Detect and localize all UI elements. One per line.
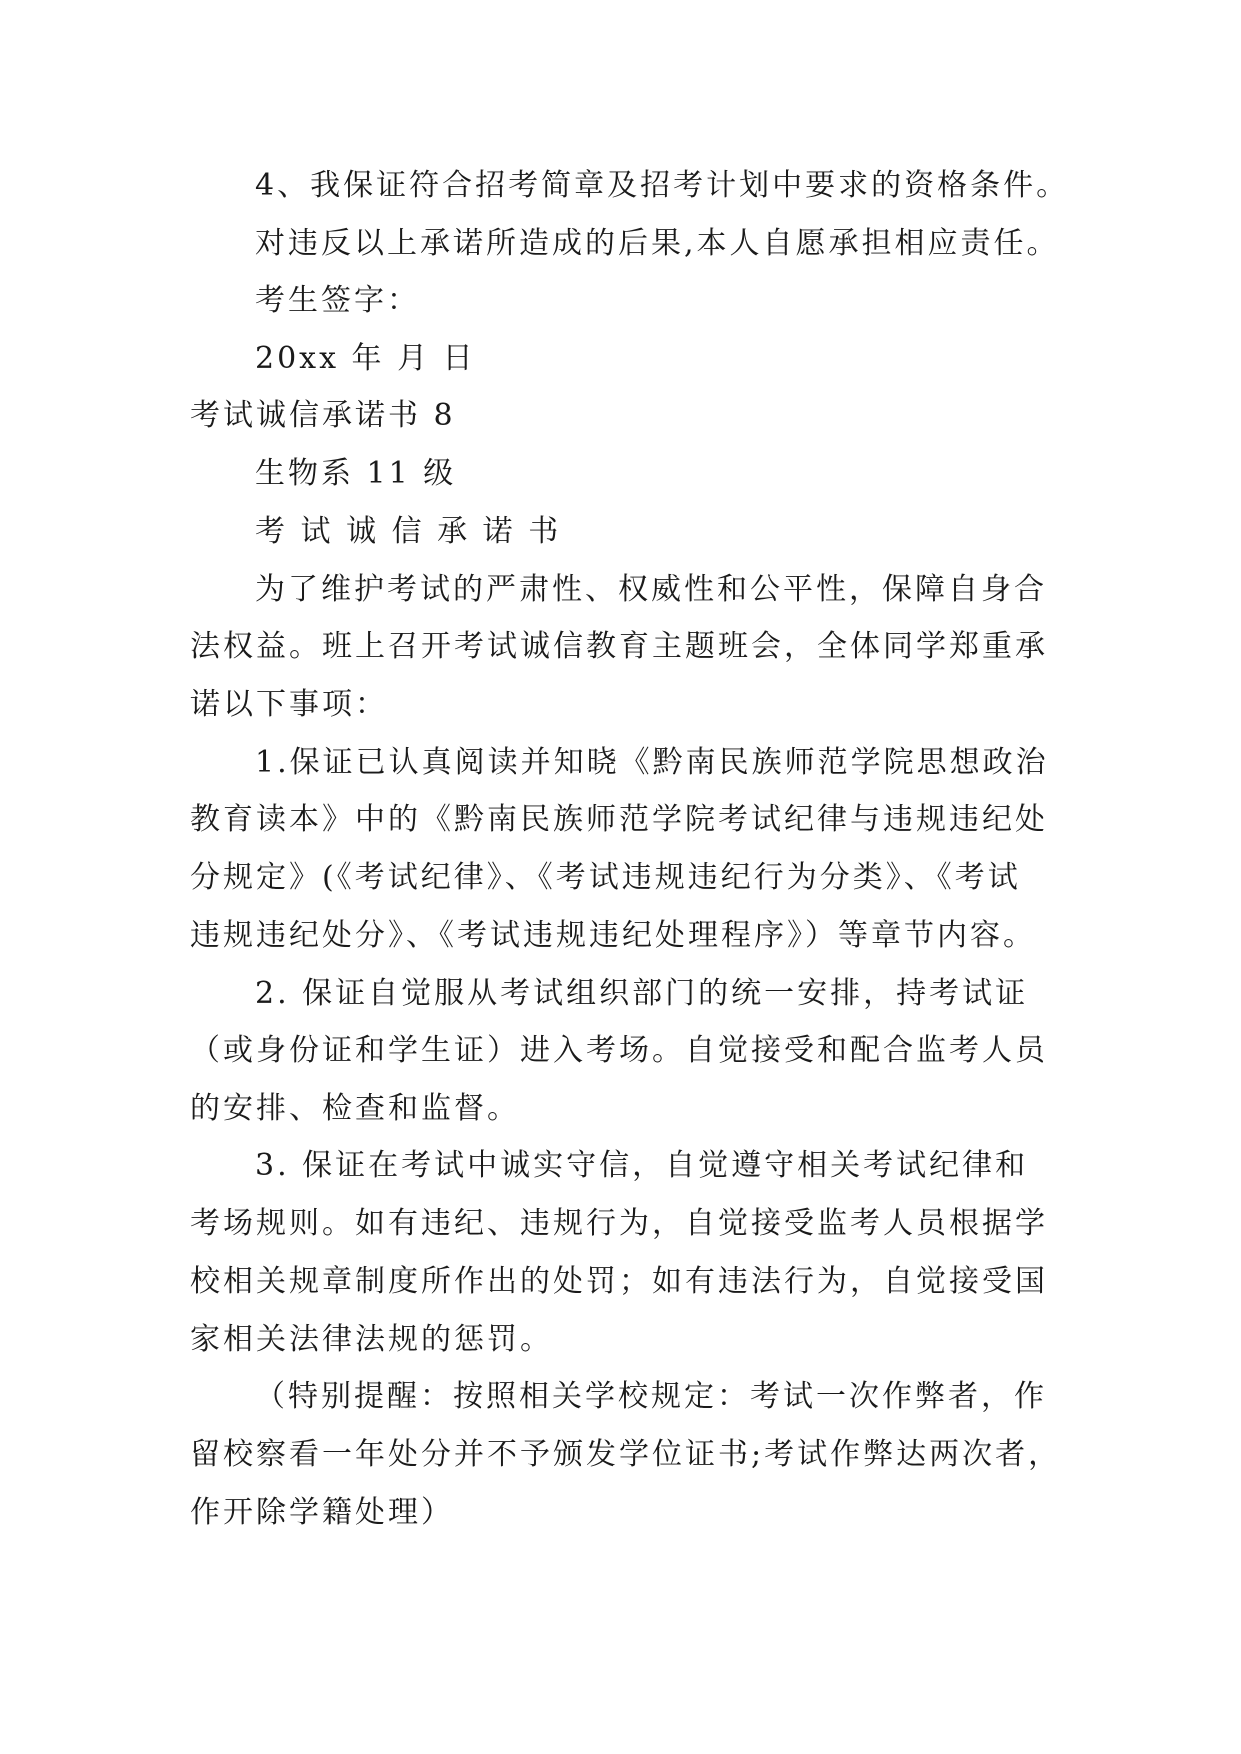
item-1-line-1: 1.保证已认真阅读并知晓《黔南民族师范学院思想政治 xyxy=(255,745,1049,780)
intro-paragraph-line-1: 为了维护考试的严肃性、权威性和公平性，保障自身合 xyxy=(255,572,1047,607)
item-2-line-1: 2. 保证自觉服从考试组织部门的统一安排，持考试证 xyxy=(255,976,1029,1011)
item-2-line-3: 的安排、检查和监督。 xyxy=(190,1091,520,1126)
reminder-line-3: 作开除学籍处理） xyxy=(190,1495,454,1530)
liability-statement: 对违反以上承诺所造成的后果,本人自愿承担相应责任。 xyxy=(255,226,1060,261)
intro-paragraph-line-2: 法权益。班上召开考试诚信教育主题班会，全体同学郑重承 xyxy=(190,629,1048,664)
item-3-line-1: 3. 保证在考试中诚实守信，自觉遵守相关考试纪律和 xyxy=(255,1148,1029,1183)
item-1-line-2: 教育读本》中的《黔南民族师范学院考试纪律与违规违纪处 xyxy=(190,802,1048,837)
reminder-line-2: 留校察看一年处分并不予颁发学位证书;考试作弊达两次者， xyxy=(190,1437,1062,1472)
signature-label: 考生签字： xyxy=(255,283,420,318)
item-3-line-3: 校相关规章制度所作出的处罚；如有违法行为，自觉接受国 xyxy=(190,1264,1048,1299)
document-heading: 考 试 诚 信 承 诺 书 xyxy=(255,514,562,549)
section-title: 考试诚信承诺书 8 xyxy=(190,398,456,433)
pledge-item-4: 4、我保证符合招考简章及招考计划中要求的资格条件。 xyxy=(255,168,1070,203)
item-3-line-4: 家相关法律法规的惩罚。 xyxy=(190,1322,553,1357)
item-1-line-3: 分规定》(《考试纪律》、《考试违规违纪行为分类》、《考试 xyxy=(190,860,1021,895)
department-line: 生物系 11 级 xyxy=(255,456,457,491)
item-3-line-2: 考场规则。如有违纪、违规行为，自觉接受监考人员根据学 xyxy=(190,1206,1048,1241)
item-2-line-2: （或身份证和学生证）进入考场。自觉接受和配合监考人员 xyxy=(190,1033,1048,1068)
intro-paragraph-line-3: 诺以下事项： xyxy=(190,687,388,722)
date-line: 20xx 年 月 日 xyxy=(255,341,476,376)
reminder-line-1: （特别提醒：按照相关学校规定：考试一次作弊者，作 xyxy=(255,1379,1047,1414)
item-1-line-4: 违规违纪处分》、《考试违规违纪处理程序》）等章节内容。 xyxy=(190,918,1036,953)
